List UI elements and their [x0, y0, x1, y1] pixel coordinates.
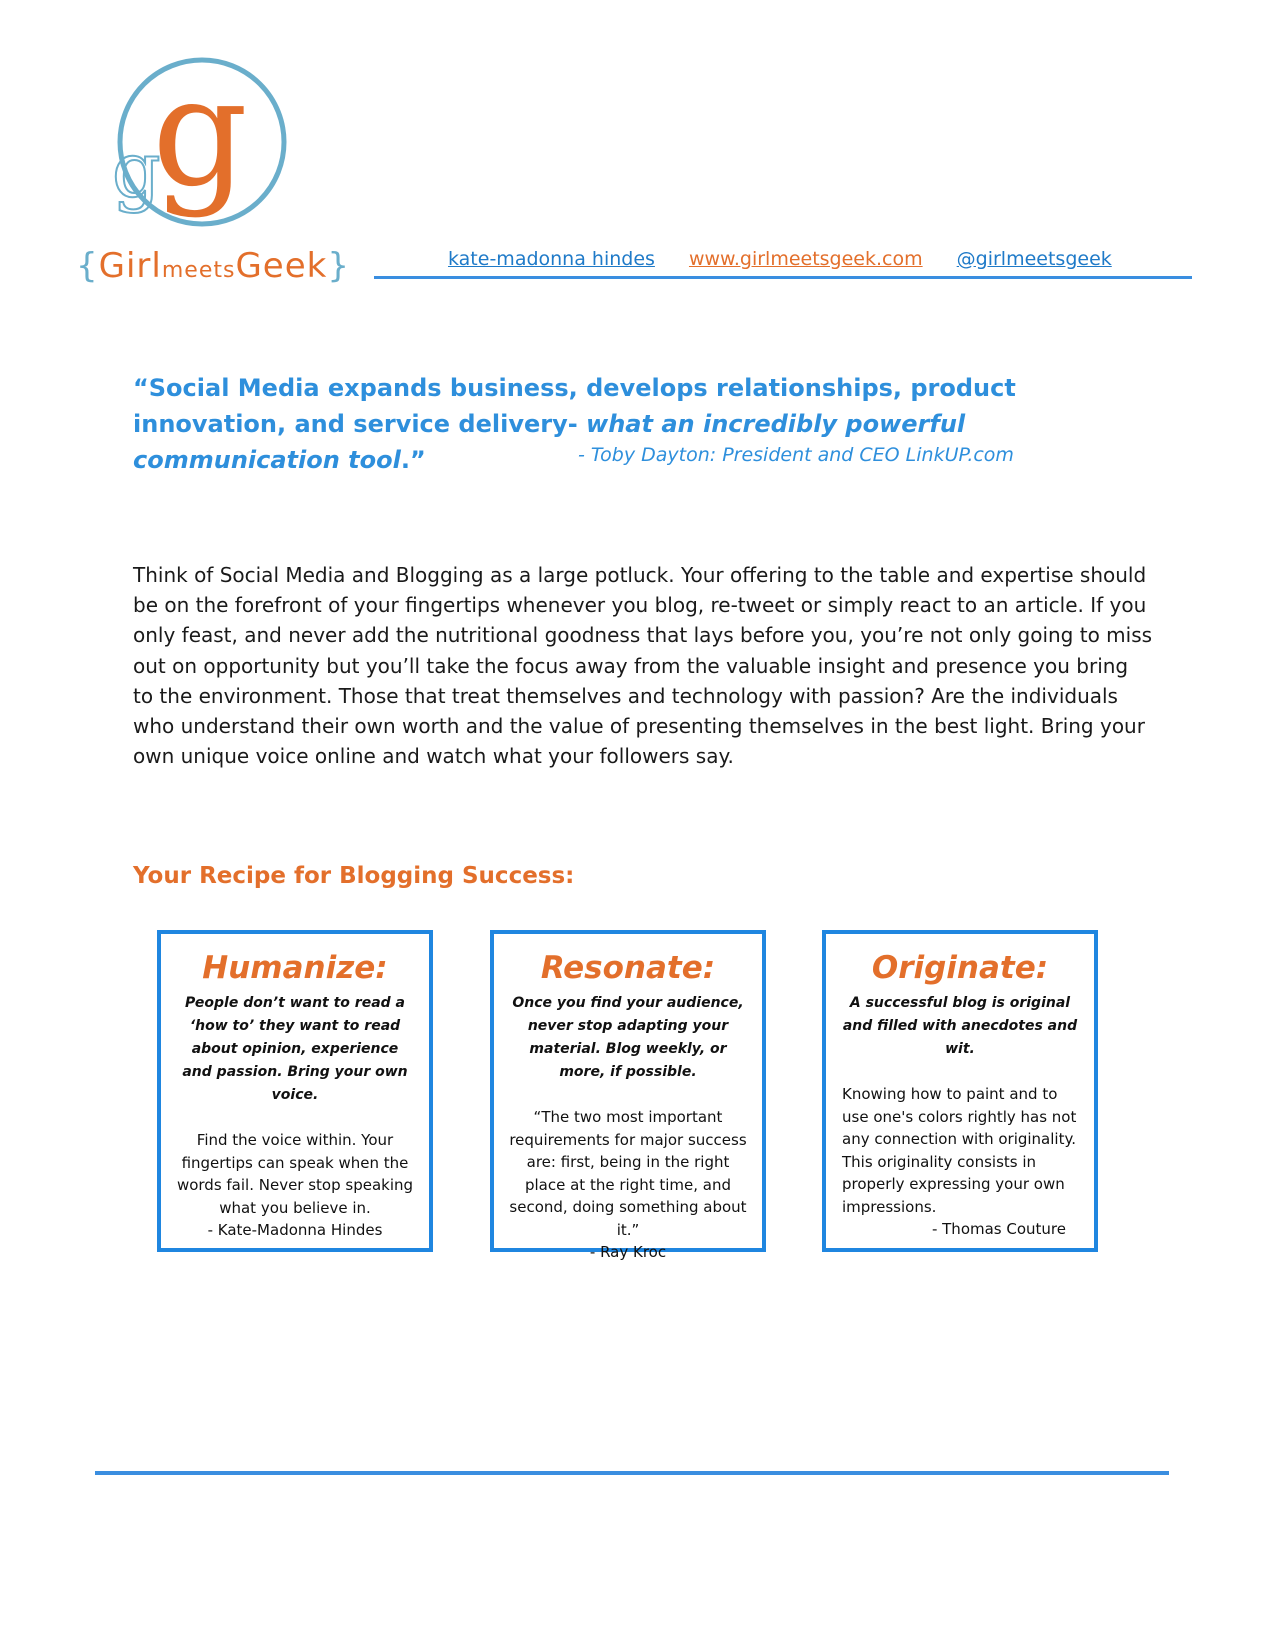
- twitter-handle-link[interactable]: @girlmeetsgeek: [956, 248, 1112, 270]
- header-divider: [374, 276, 1192, 279]
- card-attribution: - Kate-Madonna Hindes: [207, 1221, 383, 1239]
- card-tagline: People don’t want to read a ‘how to’ they want to read about opinion, experience and passion. Bring your own voice.: [182, 995, 408, 1103]
- card-tagline: A successful blog is original and filled with anecdotes and wit.: [842, 995, 1078, 1057]
- logo-wordmark: {GirlmeetsGeek}: [76, 246, 350, 286]
- card-attribution: - Thomas Couture: [931, 1220, 1066, 1238]
- girlmeetsgeek-logo-icon: [98, 56, 288, 236]
- card-tagline: Once you find your audience, never stop adapting your material. Blog weekly, or more, if possible.: [512, 995, 744, 1080]
- card-body: “The two most important requirements for major success are: first, being in the right place at the right time, and second, doing something about it.” - Ray Kroc: [509, 1108, 747, 1261]
- logo-small-g: g: [112, 125, 161, 214]
- author-name-link[interactable]: kate-madonna hindes: [448, 248, 655, 270]
- card-title: Resonate:: [540, 950, 716, 986]
- card-title: Humanize:: [202, 950, 388, 986]
- contact-links: [448, 248, 1140, 270]
- featured-quote: “Social Media expands business, develops relationships, product innovation, and service delivery- what an incredibly powerful communication tool.”: [133, 374, 1016, 474]
- card-originate: [822, 930, 1098, 1252]
- website-link[interactable]: www.girlmeetsgeek.com: [688, 248, 923, 270]
- intro-paragraph: Think of Social Media and Blogging as a large potluck. Your offering to the table and expertise should be on the forefront of your fingertips whenever you blog, re-tweet or simply react to an article. If you only feast, and never add the nutritional goodness that lays before you, you’re not only going to miss out on opportunity but you’ll take the focus away from the valuable insight and presence you bring to the environment. Those that treat themselves and technology with passion? Are the individuals who understand their own worth and the value of presenting themselves in the best light. Bring your own unique voice online and watch what your followers say.: [133, 563, 1153, 769]
- quote-attribution: - Toby Dayton: President and CEO LinkUP.com: [578, 444, 1014, 466]
- footer-divider: [95, 1471, 1169, 1475]
- card-body: Knowing how to paint and to use one's colors rightly has not any connection with originality. This originality consists in properly expressing your own impressions. - Thomas Couture: [842, 1083, 1080, 1241]
- logo-large-g: g: [152, 56, 249, 220]
- card-resonate: [490, 930, 766, 1261]
- card-title: Originate:: [871, 950, 1049, 986]
- section-heading: Your Recipe for Blogging Success:: [133, 863, 575, 889]
- card-body: Find the voice within. Your fingertips can speak when the words fail. Never stop speaking what you believe in. - Kate-Madonna Hindes: [176, 1131, 414, 1239]
- card-attribution: - Ray Kroc: [589, 1243, 667, 1261]
- card-humanize: [157, 930, 433, 1252]
